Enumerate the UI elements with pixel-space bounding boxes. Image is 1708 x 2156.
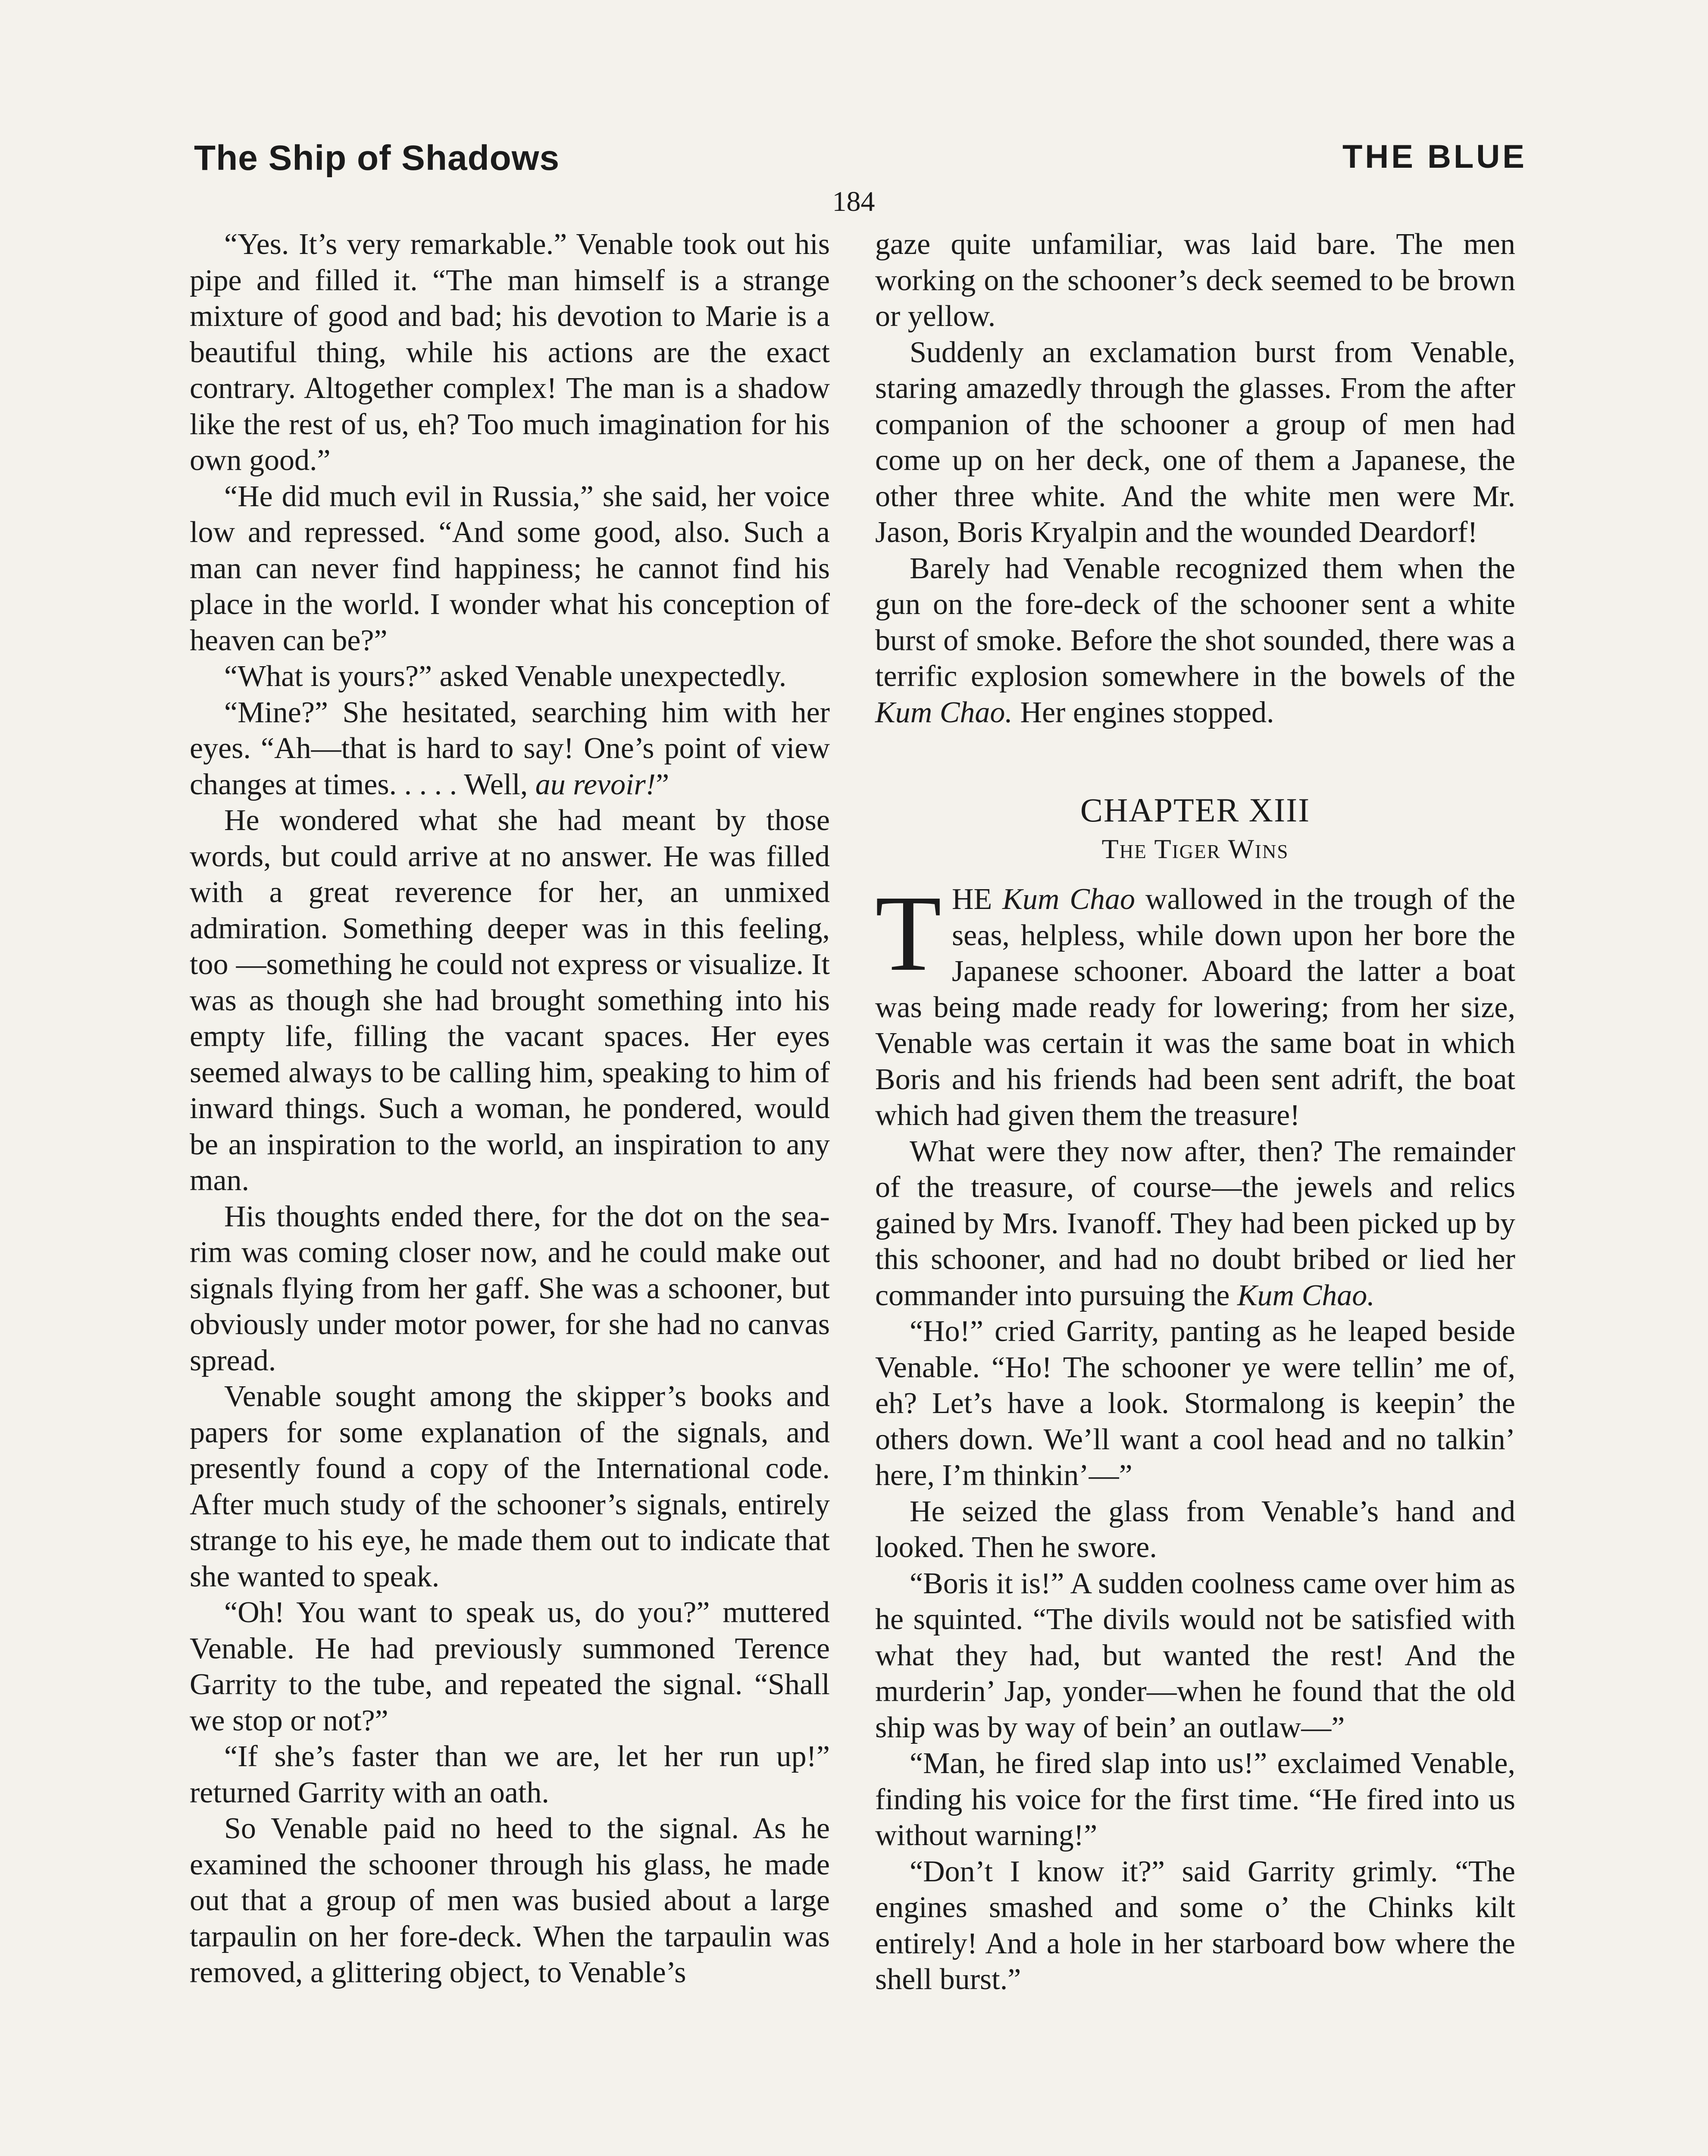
paragraph [190, 695, 830, 803]
paragraph-text: “Mine?” She hesitated, searching him with her eyes. “Ah—that is hard to say! One’s point of view changes at times. . . . . Well, [190, 696, 830, 801]
italic-text: Kum Chao. [875, 696, 1013, 729]
paragraph [875, 873, 1515, 1134]
paragraph [875, 551, 1515, 731]
paragraph: “Boris it is!” A sudden coolness came over him as he squinted. “The divils would not be satisfied with what they had, but wanted the rest! And the murderin’ Jap, yonder—when he found that the old ship was by way of bein’ an outlaw—” [875, 1567, 1515, 1744]
running-title: The Ship of Shadows [194, 138, 560, 178]
drop-cap: T [875, 873, 942, 993]
paragraph: His thoughts ended there, for the dot on the sea-rim was coming closer now, and he could make out signals flying from her gaff. She was a schooner, but obviously under motor power, for she had no canvas spread. [190, 1200, 830, 1377]
paragraph-text: What were they now after, then? The remainder of the treasure, of course—the jewels and relics gained by Mrs. Ivanoff. They had been picked up by this schooner, and had no doubt bribed or lied her commander into pursuing the [875, 1134, 1515, 1312]
page-number: 184 [832, 186, 875, 217]
left-column [190, 226, 830, 1991]
paragraph-text: HE [951, 883, 1003, 916]
paragraph: “If she’s faster than we are, let her run up!” returned Garrity with an oath. [190, 1740, 830, 1809]
paragraph: “Yes. It’s very remarkable.” Venable took out his pipe and filled it. “The man himself is a strange mixture of good and bad; his devotion to Marie is a beautiful thing, while his actions are the exact contrary. Altogether complex! The man is a shadow like the rest of us, eh? Too much imagination for his own good.” [190, 228, 830, 477]
paragraph: gaze quite unfamiliar, was laid bare. The men working on the schooner’s deck seemed to be brown or yellow. [875, 228, 1515, 333]
paragraph-text: Barely had Venable recognized them when the gun on the fore-deck of the schooner sent a white burst of smoke. Before the shot sounded, there was a terrific explosion somewhere in the bowels of the [875, 552, 1515, 693]
paragraph: Suddenly an exclamation burst from Venable, staring amazedly through the glasses. From the after companion of the schooner a group of men had come up on her deck, one of them a Japanese, the other three white. And the white men were Mr. Jason, Boris Kryalpin and the wounded Deardorf! [875, 335, 1515, 549]
paragraph: So Venable paid no heed to the signal. As he examined the schooner through his glass, he made out that a group of men was busied about a large tarpaulin on her fore-deck. When the tarpaulin was removed, a glittering object, to Venable’s [190, 1812, 830, 1989]
italic-text: Kum Chao. [1237, 1279, 1375, 1312]
paragraph: “Ho!” cried Garrity, panting as he leaped beside Venable. “Ho! The schooner ye were tellin’ me of, eh? Let’s have a look. Stormalong is keepin’ the others down. We’ll want a cool head and no talkin’ here, I’m thinkin’—” [875, 1315, 1515, 1492]
paragraph [875, 1134, 1515, 1314]
paragraph: “Don’t I know it?” said Garrity grimly. “The engines smashed and some o’ the Chinks kilt entirely! And a hole in her starboard bow where the shell burst.” [875, 1855, 1515, 1996]
italic-text: Kum Chao [1002, 883, 1135, 916]
paragraph: Venable sought among the skipper’s books and papers for some explanation of the signals, and presently found a copy of the International code. After much study of the schooner’s signals, entirely strange to his eye, he made them out to indicate that she wanted to speak. [190, 1380, 830, 1593]
chapter-subtitle: The Tiger Wins [1101, 834, 1289, 864]
paragraph: “Man, he fired slap into us!” exclaimed Venable, finding his voice for the first time. “He fired into us without warning!” [875, 1747, 1515, 1852]
paragraph: “What is yours?” asked Venable unexpectedly. [224, 660, 787, 693]
italic-text: au revoir! [535, 768, 656, 801]
magazine-title: THE BLUE [1342, 138, 1527, 175]
paragraph: “Oh! You want to speak us, do you?” muttered Venable. He had previously summoned Terence Garrity to the tube, and repeated the signal. “Shall we stop or not?” [190, 1596, 830, 1737]
paragraph-text: ” [656, 768, 669, 801]
paragraph: “He did much evil in Russia,” she said, her voice low and repressed. “And some good, also. Such a man can never find happiness; he cannot find his place in the world. I wonder what his conception of heaven can be?” [190, 479, 830, 657]
chapter-title: CHAPTER XIII [1080, 791, 1311, 829]
paragraph-text: Her engines stopped. [1012, 696, 1274, 729]
paragraph: He seized the glass from Venable’s hand and looked. Then he swore. [875, 1495, 1515, 1564]
right-column [875, 226, 1515, 1998]
paragraph-text: wallowed in the trough of the seas, helpless, while down upon her bore the Japanese schooner. Aboard the latter a boat was being made ready for lowering; from her size, Venable was certain it was the same boat in which Boris and his friends had been sent adrift, the boat which had given them the treasure! [875, 883, 1515, 1132]
paragraph: He wondered what she had meant by those words, but could arrive at no answer. He was filled with a great reverence for her, an unmixed admiration. Something deeper was in this feeling, too —something he could not express or visualize. It was as though she had brought something into his empty life, filling the vacant spaces. Her eyes seemed always to be calling him, speaking to him of inward things. Such a woman, he pondered, would be an inspiration to the world, an inspiration to any man. [190, 804, 830, 1197]
